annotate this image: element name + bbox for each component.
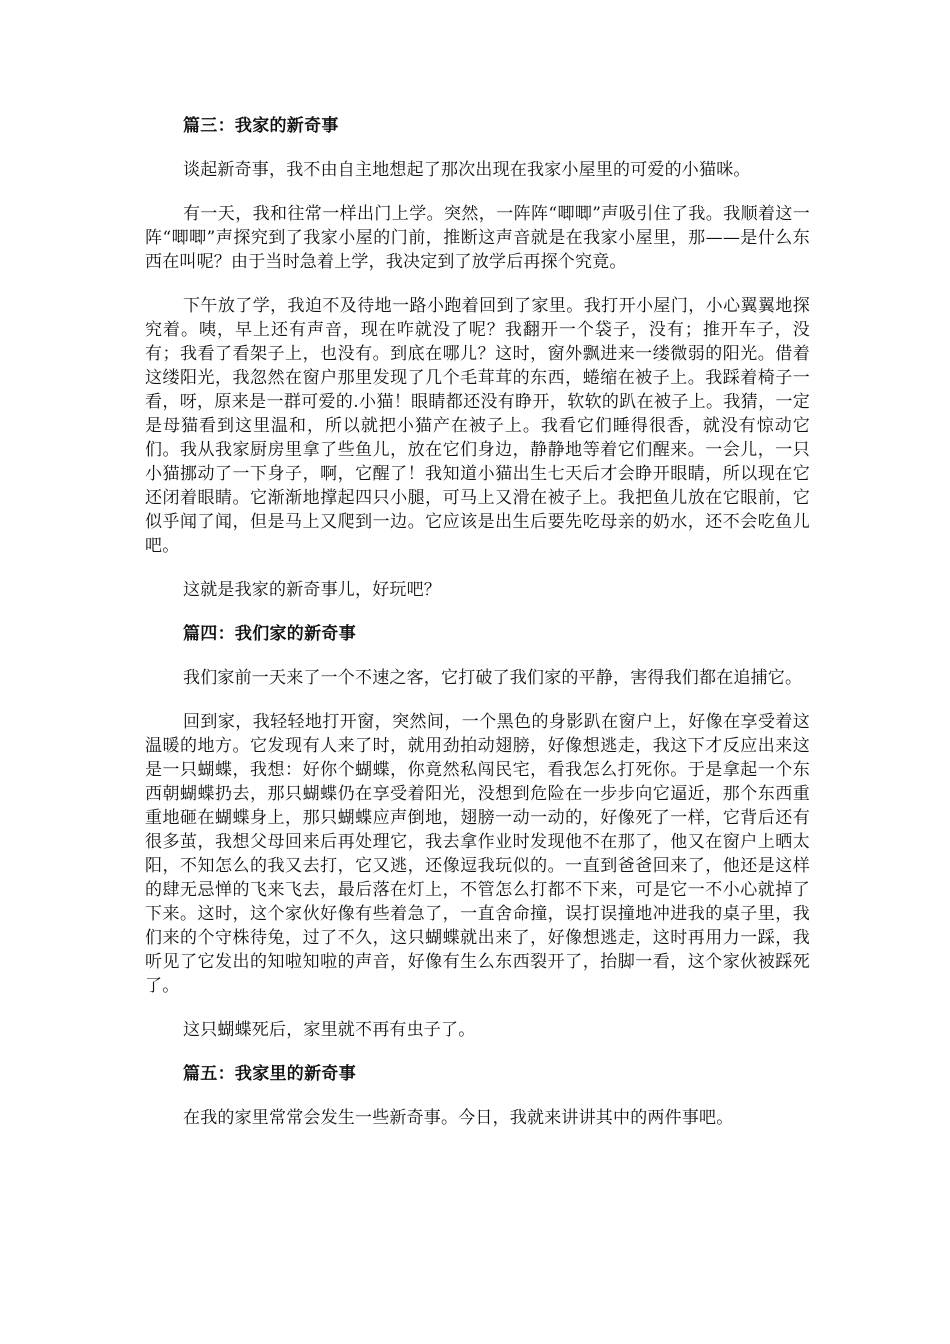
paragraph: 这就是我家的新奇事儿，好玩吧？	[183, 580, 441, 600]
paragraph: 这只蝴蝶死后，家里就不再有虫子了。	[183, 1020, 476, 1040]
section-title-3: 篇三：我家的新奇事	[183, 116, 339, 136]
paragraph: 回到家，我轻轻地打开窗，突然间，一个黑色的身影趴在窗户上，好像在享受着这温暖的地方。它发现有人来了时，就用劲拍动翅膀，好像想逃走，我这下才反应出来这是一只蝴蝶，我想：好你个蝴蝶，你竟然私闯民宅，看我怎么打死你。于是拿起一个东西朝蝴蝶扔去，那只蝴蝶仍在享受着阳光，没想到危险在一步步向它逼近，那个东西重重地砸在蝴蝶身上，那只蝴蝶应声倒地，翅膀一动一动的，好像死了一样，它背后还有很多茧，我想父母回来后再处理它，我去拿作业时发现他不在那了，他又在窗户上晒太阳，不知怎么的我又去打，它又逃，还像逗我玩似的。一直到爸爸回来了，他还是这样的肆无忌惮的飞来飞去，最后落在灯上，不管怎么打都不下来，可是它一不小心就掉了下来。这时，这个家伙好像有些着急了，一直舍命撞，误打误撞地冲进我的桌子里，我们来的个守株待兔，过了不久，这只蝴蝶就出来了，好像想逃走，这时再用力一踩，我听见了它发出的知啦知啦的声音，好像有生么东西裂开了，抬脚一看，这个家伙被踩死了。	[145, 712, 810, 996]
paragraph: 有一天，我和往常一样出门上学。突然，一阵阵“唧唧”声吸引住了我。我顺着这一阵“唧唧”声探究到了我家小屋的门前，推断这声音就是在我家小屋里，那——是什么东西在叫呢？由于当时急着上学，我决定到了放学后再探个究竟。	[145, 204, 810, 272]
paragraph: 谈起新奇事，我不由自主地想起了那次出现在我家小屋里的可爱的小猫咪。	[183, 160, 751, 180]
document-page	[145, 114, 810, 1130]
paragraph: 我们家前一天来了一个不速之客，它打破了我们家的平静，害得我们都在追捕它。	[183, 668, 803, 688]
section-title-4: 篇四：我们家的新奇事	[183, 624, 356, 644]
paragraph: 在我的家里常常会发生一些新奇事。今日，我就来讲讲其中的两件事吧。	[183, 1108, 734, 1128]
paragraph: 下午放了学，我迫不及待地一路小跑着回到了家里。我打开小屋门，小心翼翼地探究着。咦，早上还有声音，现在咋就没了呢？我翻开一个袋子，没有；推开车子，没有；我看了看架子上，也没有。到底在哪儿？这时，窗外飘进来一缕微弱的阳光。借着这缕阳光，我忽然在窗户那里发现了几个毛茸茸的东西，蜷缩在被子上。我踩着椅子一看，呀，原来是一群可爱的.小猫！眼睛都还没有睁开，软软的趴在被子上。我猜，一定是母猫看到这里温和，所以就把小猫产在被子上。我看它们睡得很香，就没有惊动它们。我从我家厨房里拿了些鱼儿，放在它们身边，静静地等着它们醒来。一会儿，一只小猫挪动了一下身子，啊，它醒了！我知道小猫出生七天后才会睁开眼睛，所以现在它还闭着眼睛。它渐渐地撑起四只小腿，可马上又滑在被子上。我把鱼儿放在它眼前，它似乎闻了闻，但是马上又爬到一边。它应该是出生后要先吃母亲的奶水，还不会吃鱼儿吧。	[145, 296, 810, 556]
section-title-5: 篇五：我家里的新奇事	[183, 1064, 356, 1084]
